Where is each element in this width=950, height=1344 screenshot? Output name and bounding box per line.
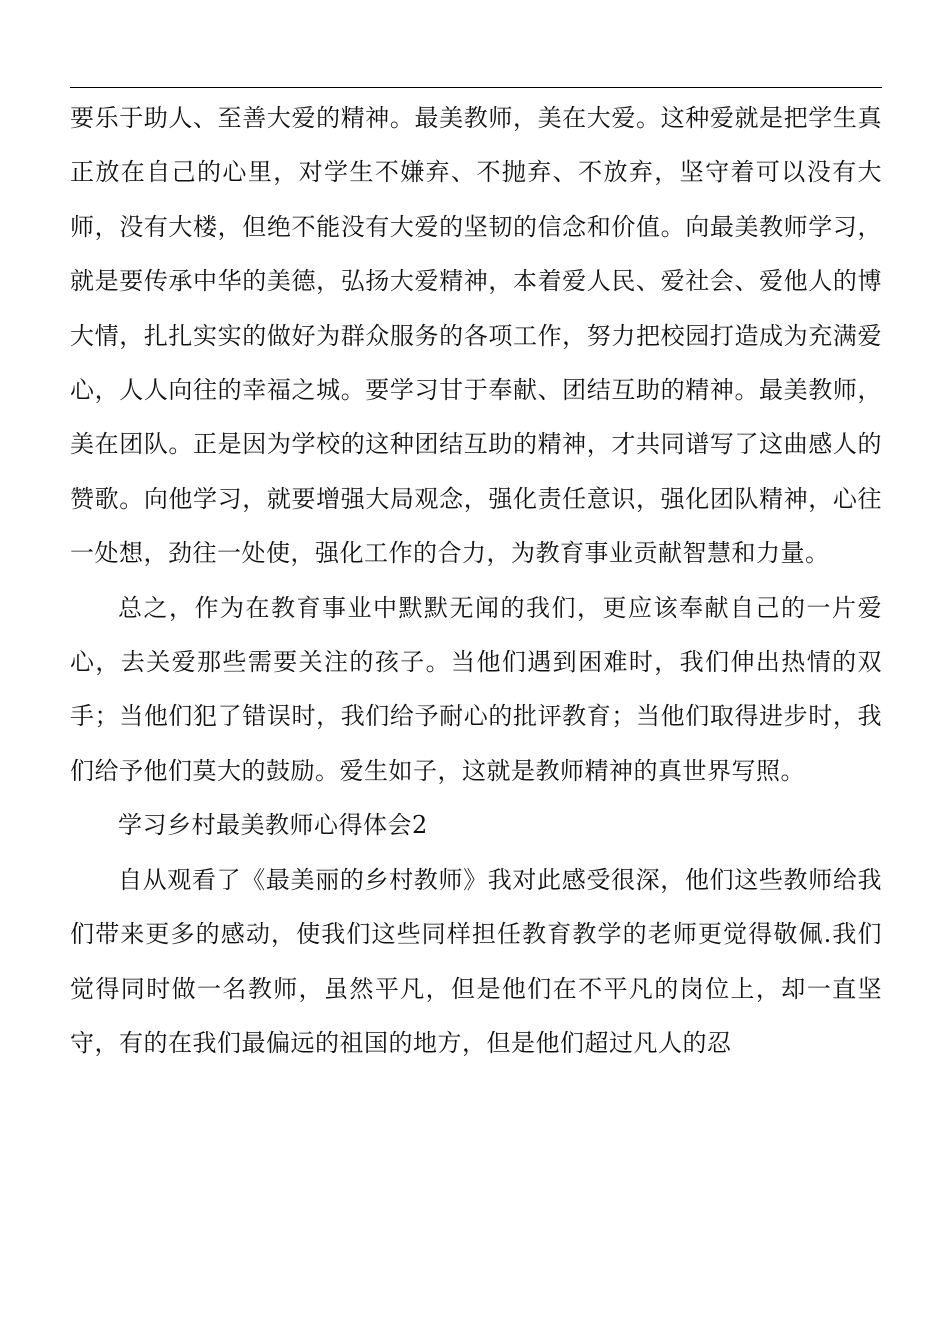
paragraph-conclusion: 总之，作为在教育事业中默默无闻的我们，更应该奉献自己的一片爱心，去关爱那些需要关注的孩子。当他们遇到困难时，我们伸出热情的双手；当他们犯了错误时，我们给予耐心的批评教育；当他们取得进步时，我们给予他们莫大的鼓励。爱生如子，这就是教师精神的真世界写照。 [70, 593, 882, 785]
paragraph-continuation: 要乐于助人、至善大爱的精神。最美教师，美在大爱。这种爱就是把学生真正放在自己的心里，对学生不嫌弃、不抛弃、不放弃，坚守着可以没有大师，没有大楼，但绝不能没有大爱的坚韧的信念和价值。向最美教师学习，就是要传承中华的美德，弘扬大爱精神，本着爱人民、爱社会、爱他人的博大情，扎扎实实的做好为群众服务的各项工作，努力把校园打造成为充满爱心，人人向往的幸福之城。要学习甘于奉献、团结互助的精神。最美教师，美在团队。正是因为学校的这种团结互助的精神，才共同谱写了这曲感人的赞歌。向他学习，就要增强大局观念，强化责任意识，强化团队精神，心往一处想，劲往一处使，强化工作的合力，为教育事业贡献智慧和力量。 [70, 104, 882, 568]
header-rule [70, 87, 882, 88]
paragraph-opening: 自从观看了《最美丽的乡村教师》我对此感受很深，他们这些教师给我们带来更多的感动，使我们这些同样担任教育教学的老师更觉得敬佩.我们觉得同时做一名教师，虽然平凡，但是他们在不平凡的岗位上，却一直坚守，有的在我们最偏远的祖国的地方，但是他们超过凡人的忍 [70, 865, 882, 1057]
section-heading: 学习乡村最美教师心得体会2 [118, 811, 428, 840]
document-body [70, 91, 882, 1070]
